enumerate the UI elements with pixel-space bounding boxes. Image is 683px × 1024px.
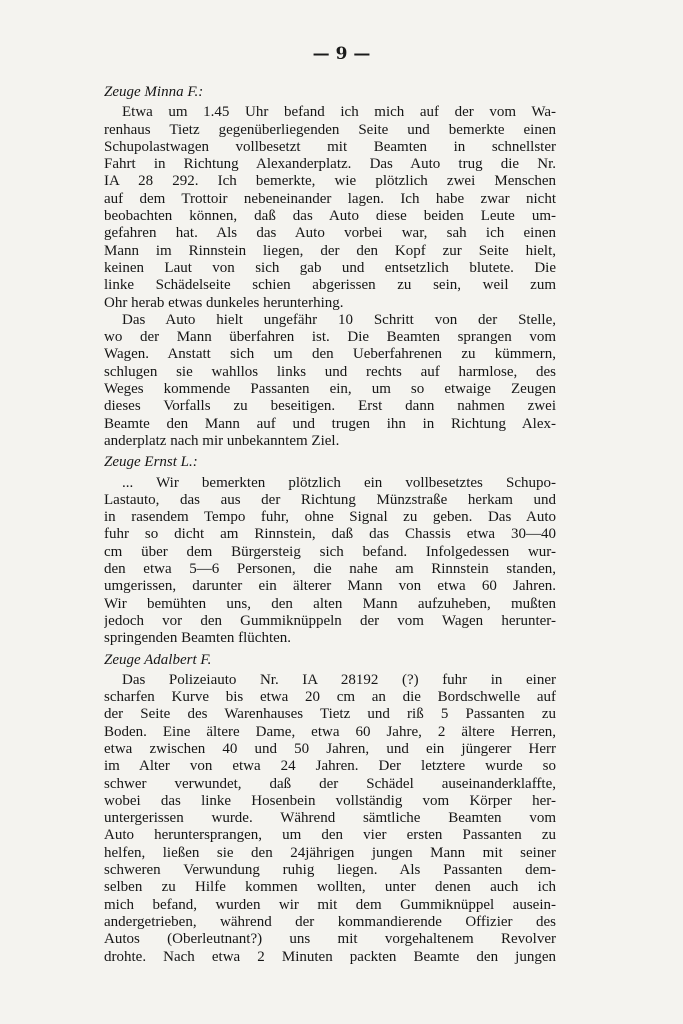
text-line: drohte. Nach etwa 2 Minuten packten Beamte den jungen bbox=[104, 948, 556, 965]
text-line: beobachten können, daß das Auto diese beiden Leute um- bbox=[104, 208, 556, 225]
text-line: untergerissen wurde. Während sämtliche Beamten vom bbox=[104, 810, 556, 827]
paragraph bbox=[104, 312, 556, 450]
text-line: etwa zwischen 40 und 50 Jahren, und ein jüngerer Herr bbox=[104, 740, 556, 757]
document-body bbox=[104, 80, 556, 966]
text-line: Das Polizeiauto Nr. IA 28192 (?) fuhr in einer bbox=[122, 671, 556, 688]
witness-section bbox=[104, 84, 556, 450]
text-line: Beamte den Mann auf und trugen ihn in Richtung Alex- bbox=[104, 415, 556, 432]
text-line: schlugen sie wahllos links und rechts auf harmlose, des bbox=[104, 363, 556, 380]
witness-heading: Zeuge Adalbert F. bbox=[104, 651, 212, 668]
text-line: Wir bemühten uns, den alten Mann aufzuheben, mußten bbox=[104, 595, 556, 612]
text-line: wobei das linke Hosenbein vollständig vom Körper her- bbox=[104, 792, 556, 809]
text-line: IA 28 292. Ich bemerkte, wie plötzlich zwei Menschen bbox=[104, 173, 556, 190]
text-line: Mann im Rinnstein liegen, der den Kopf zur Seite hielt, bbox=[104, 242, 556, 259]
paragraph bbox=[104, 104, 556, 312]
text-line: im Alter von etwa 24 Jahren. Der letztere wurde so bbox=[104, 758, 556, 775]
text-line: wo der Mann überfahren ist. Die Beamten sprangen vom bbox=[104, 329, 556, 346]
text-line: Ohr herab etwas dunkeles herunterhing. bbox=[104, 294, 344, 311]
text-line: jedoch vor den Gummiknüppeln der vom Wagen herunter- bbox=[104, 612, 556, 629]
text-line: Fahrt in Richtung Alexanderplatz. Das Auto trug die Nr. bbox=[104, 156, 556, 173]
text-line: mich befand, wurden wir mit dem Gummiknüppel ausein- bbox=[104, 896, 556, 913]
text-line: gefahren hat. Als das Auto vorbei war, sah ich einen bbox=[104, 225, 556, 242]
text-line: schweren Verwundung ruhig liegen. Als Passanten dem- bbox=[104, 862, 556, 879]
text-line: renhaus Tietz gegenüberliegenden Seite und bemerkte einen bbox=[104, 121, 556, 138]
text-line: der Seite des Warenhauses Tietz und riß 5 Passanten zu bbox=[104, 706, 556, 723]
text-line: dieses Vorfalls zu beseitigen. Erst dann nahmen zwei bbox=[104, 398, 556, 415]
text-line: Weges kommende Passanten ein, um so etwaige Zeugen bbox=[104, 381, 556, 398]
text-line: den etwa 5—6 Personen, die nahe am Rinnstein standen, bbox=[104, 561, 556, 578]
text-line: Boden. Eine ältere Dame, etwa 60 Jahre, 2 ältere Herren, bbox=[104, 723, 556, 740]
text-line: Schupolastwagen vollbesetzt mit Beamten in schnellster bbox=[104, 138, 556, 155]
text-line: Etwa um 1.45 Uhr befand ich mich auf der vom Wa- bbox=[122, 104, 556, 121]
text-line: Lastauto, das aus der Richtung Münzstraße herkam und bbox=[104, 491, 556, 508]
text-line: umgerissen, darunter ein älterer Mann von etwa 60 Jahren. bbox=[104, 578, 556, 595]
witness-heading: Zeuge Ernst L.: bbox=[104, 454, 198, 471]
text-line: andergetrieben, während der kommandierende Offizier des bbox=[104, 913, 556, 930]
text-line: Auto heruntersprangen, um den vier ersten Passanten zu bbox=[104, 827, 556, 844]
text-line: helfen, ließen sie den 24jährigen jungen Mann mit seiner bbox=[104, 844, 556, 861]
text-line: keinen Laut von sich gab und entsetzlich blutete. Die bbox=[104, 259, 556, 276]
text-line: fuhr so dicht am Rinnstein, daß das Chassis etwa 30—40 bbox=[104, 526, 556, 543]
text-line: in rasendem Tempo fuhr, ohne Signal zu geben. Das Auto bbox=[104, 509, 556, 526]
witness-section bbox=[104, 652, 556, 966]
text-line: springenden Beamten flüchten. bbox=[104, 630, 292, 647]
witness-section bbox=[104, 454, 556, 647]
paragraph bbox=[104, 672, 556, 966]
text-line: Das Auto hielt ungefähr 10 Schritt von der Stelle, bbox=[122, 311, 556, 328]
paragraph bbox=[104, 475, 556, 648]
text-line: cm über dem Bürgersteig sich befand. Infolgedessen wur- bbox=[104, 543, 556, 560]
text-line: scharfen Kurve bis etwa 20 cm an die Bordschwelle auf bbox=[104, 689, 556, 706]
text-line: selben zu Hilfe kommen wollten, unter denen auch ich bbox=[104, 879, 556, 896]
text-line: Wagen. Anstatt sich um den Ueberfahrenen zu kümmern, bbox=[104, 346, 556, 363]
text-line: linke Schädelseite schien abgerissen zu sein, weil zum bbox=[104, 277, 556, 294]
text-line: auf dem Trottoir nebeneinander lagen. Ich habe zwar nicht bbox=[104, 190, 556, 207]
text-line: anderplatz nach mir unbekanntem Ziel. bbox=[104, 432, 340, 449]
text-line: ... Wir bemerkten plötzlich ein vollbesetztes Schupo- bbox=[122, 474, 556, 491]
text-line: schwer verwundet, daß der Schädel auseinanderklaffte, bbox=[104, 775, 556, 792]
witness-heading: Zeuge Minna F.: bbox=[104, 84, 204, 100]
text-line: Autos (Oberleutnant?) uns mit vorgehaltenem Revolver bbox=[104, 931, 556, 948]
page-number: — 9 — bbox=[312, 44, 371, 64]
